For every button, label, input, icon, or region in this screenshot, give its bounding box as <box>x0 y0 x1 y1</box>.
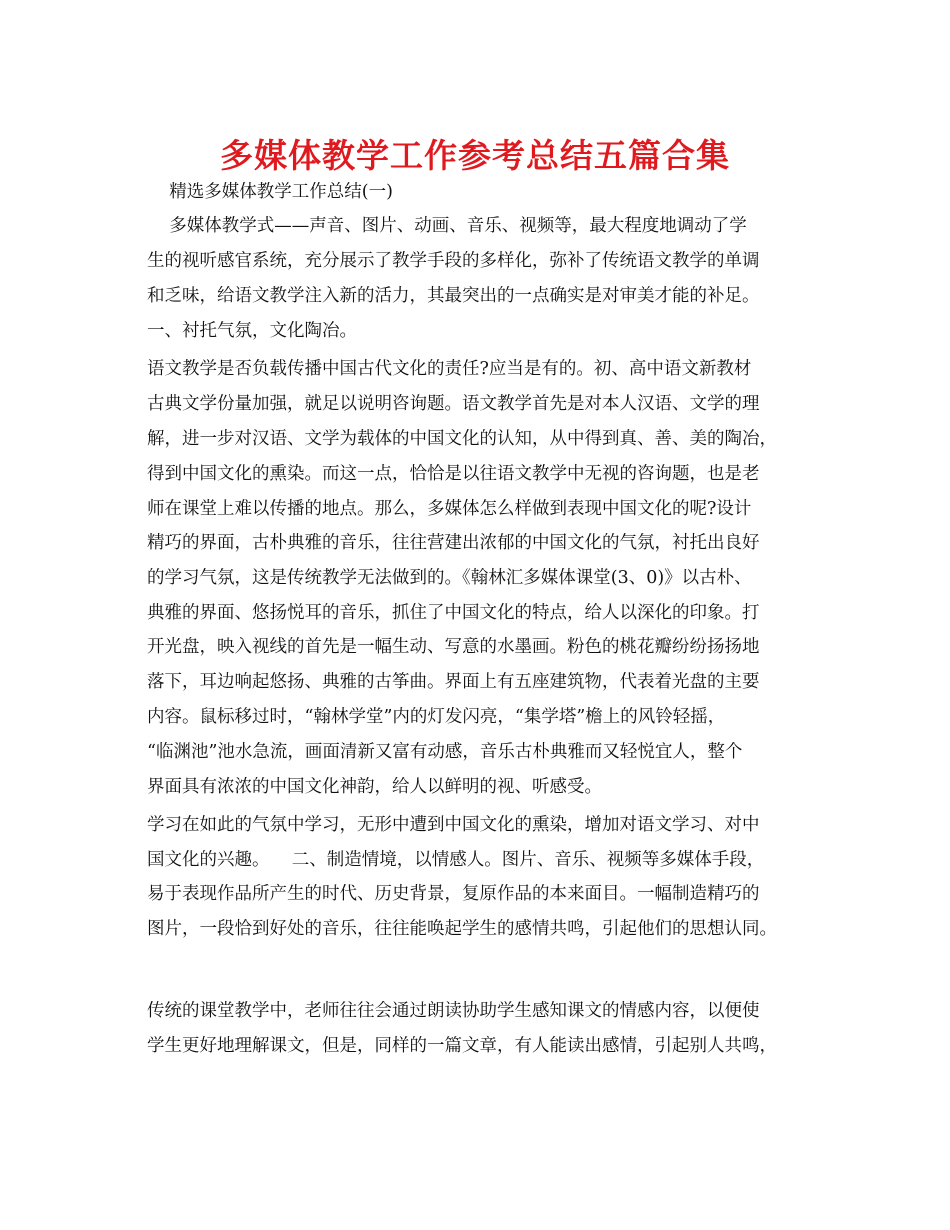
text-line: 师在课堂上难以传播的地点。那么，多媒体怎么样做到表现中国文化的呢?设计 <box>147 499 752 519</box>
document-title: 多媒体教学工作参考总结五篇合集 <box>220 136 730 175</box>
text-line: 图片，一段恰到好处的音乐，往往能唤起学生的感情共鸣，引起他们的思想认同。 <box>147 919 777 939</box>
text-line: 界面具有浓浓的中国文化神韵，给人以鲜明的视、听感受。 <box>147 777 602 797</box>
text-line: 精巧的界面，古朴典雅的音乐，往往营建出浓郁的中国文化的气氛，衬托出良好 <box>147 533 760 553</box>
text-line: 古典文学份量加强，就足以说明咨询题。语文教学首先是对本人汉语、文学的理 <box>147 394 760 414</box>
text-line: 和乏味，给语文教学注入新的活力，其最突出的一点确实是对审美才能的补足。 <box>147 286 760 306</box>
text-line: 传统的课堂教学中，老师往往会通过朗读协助学生感知课文的情感内容，以便使 <box>147 1001 760 1021</box>
text-line: 一、衬托气氛，文化陶冶。 <box>147 321 357 341</box>
text-line: 内容。鼠标移过时，“翰林学堂”内的灯发闪亮，“集学塔”檐上的风铃轻摇， <box>147 707 726 727</box>
text-line: 典雅的界面、悠扬悦耳的音乐，抓住了中国文化的特点，给人以深化的印象。打 <box>147 603 760 623</box>
text-line: 的学习气氛，这是传统教学无法做到的。《翰林汇多媒体课堂(3、0)》以古朴、 <box>147 568 752 588</box>
text-line: 学习在如此的气氛中学习，无形中遭到中国文化的熏染，增加对语文学习、对中 <box>147 815 760 835</box>
text-line: 解，进一步对汉语、文学为载体的中国文化的认知，从中得到真、善、美的陶冶， <box>147 429 777 449</box>
text-line: “临渊池”池水急流，画面清新又富有动感，音乐古朴典雅而又轻悦宜人，整个 <box>147 742 743 762</box>
text-line: 国文化的兴趣。 二、制造情境，以情感人。图片、音乐、视频等多媒体手段， <box>147 850 765 870</box>
text-line: 生的视听感官系统，充分展示了教学手段的多样化，弥补了传统语文教学的单调 <box>147 251 760 271</box>
text-line: 多媒体教学式——声音、图片、动画、音乐、视频等，最大程度地调动了学 <box>147 216 747 236</box>
text-line: 开光盘，映入视线的首先是一幅生动、写意的水墨画。粉色的桃花瓣纷纷扬扬地 <box>147 637 760 657</box>
text-line: 精选多媒体教学工作总结(一) <box>147 182 393 202</box>
text-line: 易于表现作品所产生的时代、历史背景，复原作品的本来面目。一幅制造精巧的 <box>147 884 760 904</box>
text-line: 落下，耳边响起悠扬、典雅的古筝曲。界面上有五座建筑物，代表着光盘的主要 <box>147 672 760 692</box>
text-line: 语文教学是否负载传播中国古代文化的责任?应当是有的。初、高中语文新教材 <box>147 359 752 379</box>
text-line: 得到中国文化的熏染。而这一点，恰恰是以往语文教学中无视的咨询题，也是老 <box>147 464 760 484</box>
text-line: 学生更好地理解课文，但是，同样的一篇文章，有人能读出感情，引起别人共鸣， <box>147 1036 777 1056</box>
